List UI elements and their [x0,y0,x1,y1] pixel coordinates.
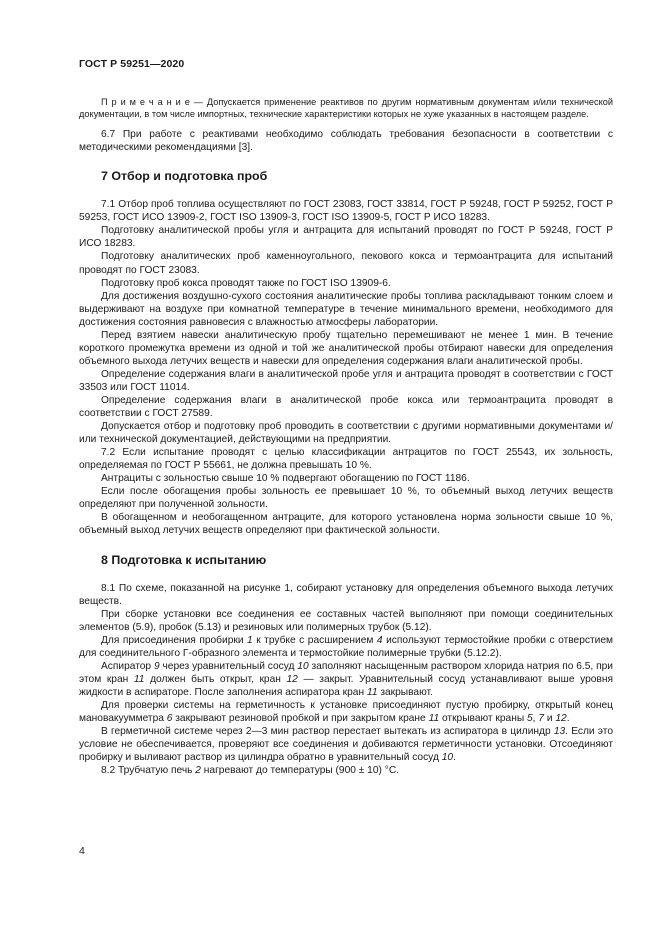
ref-number: 2 [195,765,201,777]
ref-number: 10 [441,752,454,764]
document-code-header: ГОСТ Р 59251—2020 [79,58,185,70]
ref-number: 10 [297,660,309,672]
section-7-paragraph: Если после обогащения пробы зольность ее превышает 10 %, то объемный выход летучих веществ определяют при полученной зольности. [79,486,613,511]
section-8-paragraph-2: При сборке установки все соединения ее составных частей выполняют при помощи соединительных элементов (5.9), пробок (5.13) и резиновых или полимерных трубок (5.12). [79,608,613,633]
section-7-paragraph: Определение содержания влаги в аналитической пробе кокса или термоантрацита проводят в соответствии с ГОСТ 27589. [79,394,613,420]
section-7-paragraph: Антрациты с зольностью свыше 10 % подвергают обогащению по ГОСТ 1186. [101,473,470,485]
ref-number: 11 [366,686,378,698]
page-number: 4 [79,845,85,857]
ref-number: 13 [553,726,566,738]
ref-number: 7 [538,712,544,724]
ref-number: 11 [133,673,145,685]
section-8-paragraph-7: 8.2 Трубчатую печь 2 нагревают до температуры (900 ± 10) °С. [101,765,400,777]
page-content [79,96,613,777]
section-7-paragraph: Определение содержания влаги в аналитической пробе угля и антрацита проводят в соответствии с ГОСТ 33503 или ГОСТ 11014. [79,368,613,393]
ref-number: 1 [247,634,253,646]
ref-number: 12 [286,673,298,685]
ref-number: 5 [526,712,533,724]
ref-number: 4 [376,634,383,646]
section-8-paragraph-6: В герметичной системе через 2—3 мин раствор перестает вытекать из аспиратора в цилиндр 13. Если это условие не обеспечивается, проверяют все соединения и добиваются герметичности установки. Отсоединяют пробирку и выливают раствор из цилиндра обратно в уравнительный сосуд 10. [79,726,613,764]
ref-number: 12 [555,712,567,724]
section-8-paragraph-3: Для присоединения пробирки 1 к трубке с расширением 4 используют термостойкие пробки с отверстием для соединительного Г-образного элемента и термостойкие полимерные трубки (5.12.2). [79,634,613,659]
section-8-title: 8 Подготовка к испытанию [101,552,267,567]
paragraph-6-7: 6.7 При работе с реактивами необходимо соблюдать требования безопасности в соответствии с методическими рекомендациями [3]. [79,129,613,154]
ref-number: 9 [153,660,160,672]
section-7-paragraph: Подготовку аналитических проб каменноугольного, пекового кокса и термоантрацита для испытаний проводят по ГОСТ 23083. [79,251,613,276]
section-7-paragraph: 7.2 Если испытание проводят с целью классификации антрацитов по ГОСТ 25543, их зольность, определяемая по ГОСТ Р 55661, не должна превышать 10 %. [79,447,613,472]
section-7-paragraph: 7.1 Отбор проб топлива осуществляют по ГОСТ 23083, ГОСТ 33814, ГОСТ Р 59248, ГОСТ Р 59252, ГОСТ Р 59253, ГОСТ ИСО 13909-2, ГОСТ ISO 13909-3, ГОСТ ISO 13909-5, ГОСТ Р ИСО 18283. [79,199,613,224]
section-7-paragraph: Подготовку проб кокса проводят также по ГОСТ ISO 13909-6. [101,277,391,289]
section-7-title: 7 Отбор и подготовка проб [101,169,268,184]
section-8-paragraph-4: Аспиратор 9 через уравнительный сосуд 10 заполняют насыщенным раствором хлорида натрия по 6.5, при этом кран 11 должен быть открыт, кран 12 — закрыт. Уравнительный сосуд устанавливают выше уровня жидкости в аспираторе. После заполнения аспиратора кран 11 закрывают. [79,660,613,698]
section-7-paragraph: Перед взятием навески аналитическую пробу тщательно перемешивают не менее 1 мин. В течение короткого промежутка времени из одной и той же аналитической пробы отбирают навески для определения объемного выхода летучих веществ и навески для определения содержания влаги аналитической пробы. [79,329,613,367]
section-7-paragraph: Подготовку аналитической пробы угля и антрацита для испытаний проводят по ГОСТ Р 59248, ГОСТ Р ИСО 18283. [79,225,613,250]
note-paragraph: П р и м е ч а н и е — Допускается применение реактивов по другим нормативным документам и/или технической документации, в том числе импортных, технические характеристики которых не хуже указанных в настоящем разделе. [79,97,613,120]
ref-number: 6 [166,712,173,724]
ref-number: 11 [428,712,440,724]
section-7-paragraph: Для достижения воздушно-сухого состояния аналитические пробы топлива раскладывают тонким слоем и выдерживают на воздухе при комнатной температуре в течение минимального времени, необходимого для достижения состояния равновесия с влажностью атмосферы лаборатории. [79,290,613,328]
section-7-paragraph: В обогащенном и необогащенном антраците, для которого установлена норма зольности свыше 10 %, объемный выход летучих веществ определяют при фактической зольности. [79,512,613,537]
section-8-paragraph-1: 8.1 По схеме, показанной на рисунке 1, собирают установку для определения объемного выхода летучих веществ. [79,582,613,607]
section-7-paragraph: Допускается отбор и подготовку проб проводить в соответствии с другими нормативными документами и/или технической документацией, действующими на предприятии. [79,421,613,446]
section-8-paragraph-5: Для проверки системы на герметичность к установке присоединяют пустую пробирку, открытый конец мановакуумметра 6 закрывают резиновой пробкой и при закрытом кране 11 открывают краны 5, 7 и 12. [79,699,613,724]
